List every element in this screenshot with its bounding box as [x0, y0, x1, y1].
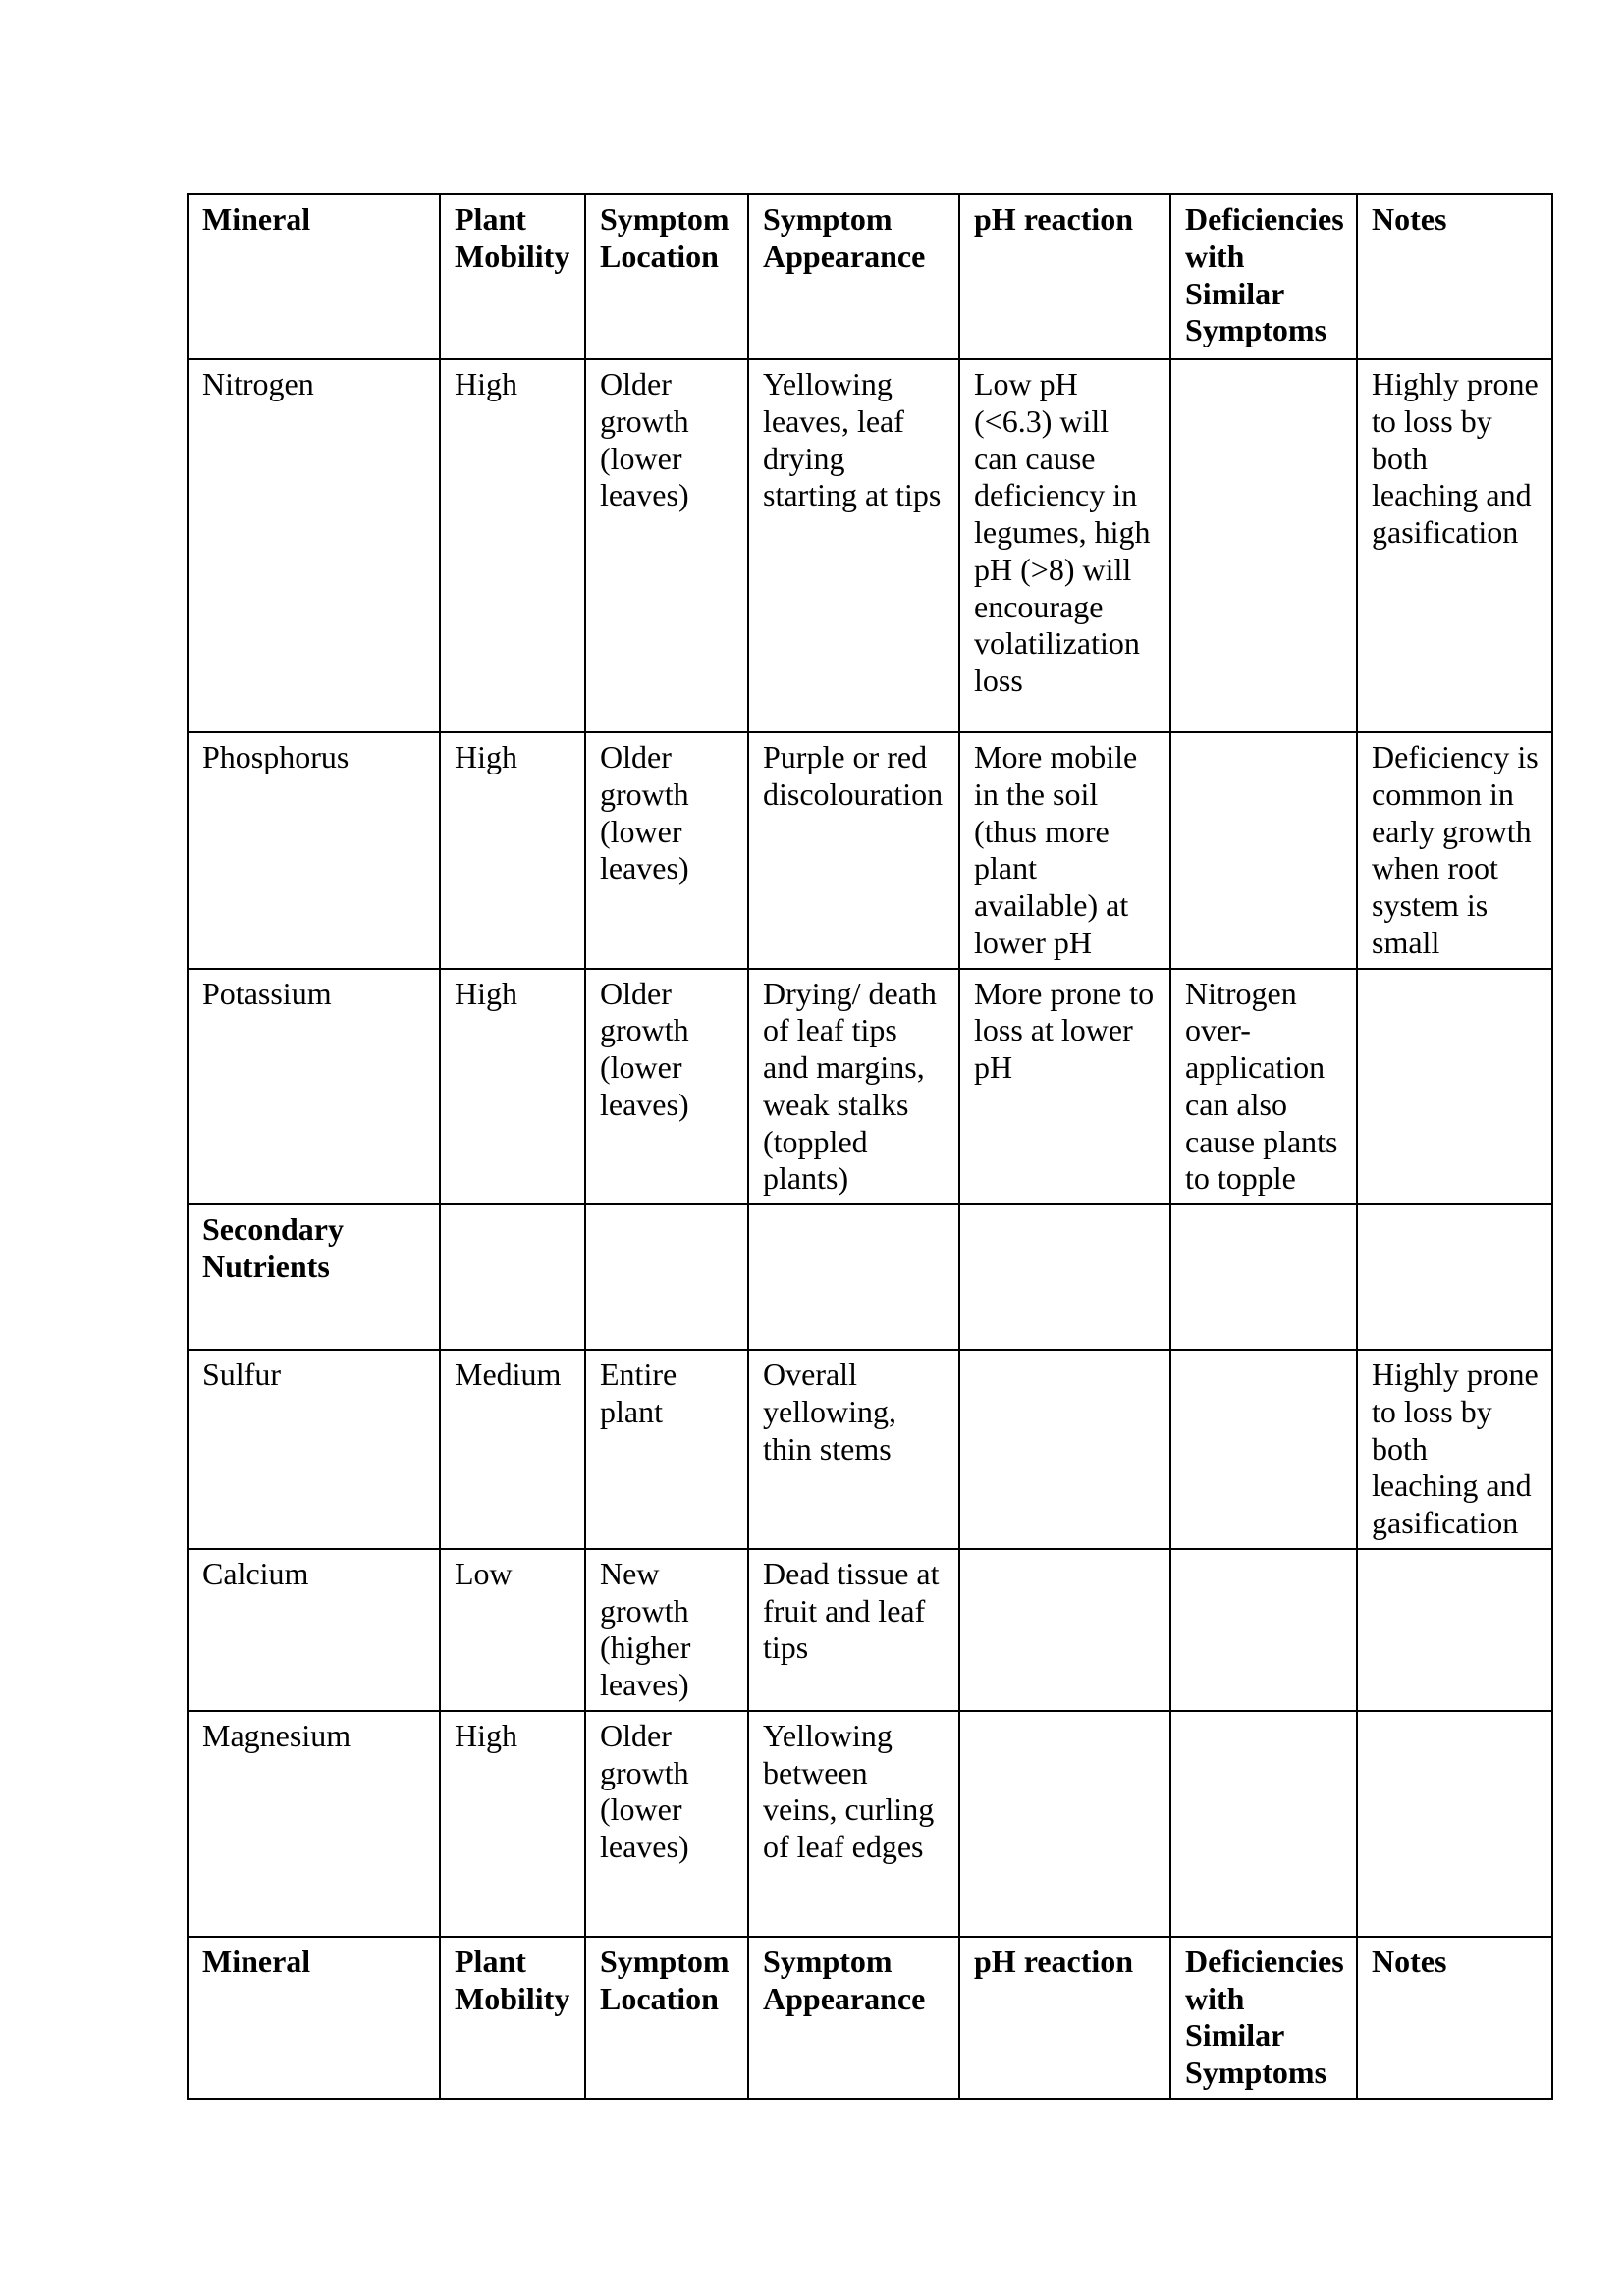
header-cell-mineral: Mineral: [188, 1937, 440, 2099]
table-footer-header-row: [188, 1937, 1552, 2099]
cell-symptom-location: Older growth (lower leaves): [585, 732, 748, 969]
table-row-calcium: [188, 1549, 1552, 1711]
header-cell-symptom-appearance: Symptom Appearance: [748, 1937, 959, 2099]
cell-mineral: Phosphorus: [188, 732, 440, 969]
cell-mineral: Calcium: [188, 1549, 440, 1711]
cell-notes: Deficiency is common in early growth when root system is small: [1357, 732, 1552, 969]
cell-symptom-appearance: Yellowing leaves, leaf drying starting at tips: [748, 359, 959, 732]
cell-symptom-appearance: Yellowing between veins, curling of leaf edges: [748, 1711, 959, 1937]
cell-symptom-location: Older growth (lower leaves): [585, 969, 748, 1205]
cell-notes: Highly prone to loss by both leaching and gasification: [1357, 359, 1552, 732]
nutrient-table: [187, 193, 1553, 2100]
header-cell-deficiencies: Deficiencies with Similar Symptoms: [1170, 1937, 1357, 2099]
header-cell-symptom-appearance: Symptom Appearance: [748, 194, 959, 359]
table-row-secondary-nutrients: [188, 1204, 1552, 1350]
table-row-phosphorus: [188, 732, 1552, 969]
cell-mineral: Magnesium: [188, 1711, 440, 1937]
cell-deficiencies: [1170, 1350, 1357, 1549]
cell-symptom-appearance: Purple or red discolouration: [748, 732, 959, 969]
cell-notes: [1357, 1711, 1552, 1937]
header-cell-ph-reaction: pH reaction: [959, 1937, 1170, 2099]
cell-ph-reaction: [959, 1204, 1170, 1350]
cell-plant-mobility: High: [440, 969, 585, 1205]
cell-notes: [1357, 1204, 1552, 1350]
cell-symptom-location: [585, 1204, 748, 1350]
cell-symptom-location: Entire plant: [585, 1350, 748, 1549]
table-row-magnesium: [188, 1711, 1552, 1937]
cell-plant-mobility: High: [440, 732, 585, 969]
cell-deficiencies: Nitrogen over-application can also cause plants to topple: [1170, 969, 1357, 1205]
cell-mineral: Nitrogen: [188, 359, 440, 732]
table-row-nitrogen: [188, 359, 1552, 732]
cell-deficiencies: [1170, 732, 1357, 969]
table-row-sulfur: [188, 1350, 1552, 1549]
header-cell-ph-reaction: pH reaction: [959, 194, 1170, 359]
header-cell-mineral: Mineral: [188, 194, 440, 359]
cell-deficiencies: [1170, 1549, 1357, 1711]
cell-plant-mobility: [440, 1204, 585, 1350]
header-cell-plant-mobility: Plant Mobility: [440, 194, 585, 359]
header-cell-deficiencies: Deficiencies with Similar Symptoms: [1170, 194, 1357, 359]
header-cell-plant-mobility: Plant Mobility: [440, 1937, 585, 2099]
cell-ph-reaction: [959, 1350, 1170, 1549]
header-cell-notes: Notes: [1357, 1937, 1552, 2099]
cell-plant-mobility: Medium: [440, 1350, 585, 1549]
cell-deficiencies: [1170, 1204, 1357, 1350]
cell-plant-mobility: Low: [440, 1549, 585, 1711]
cell-symptom-appearance: Overall yellowing, thin stems: [748, 1350, 959, 1549]
cell-ph-reaction: More prone to loss at lower pH: [959, 969, 1170, 1205]
cell-mineral: Sulfur: [188, 1350, 440, 1549]
cell-plant-mobility: High: [440, 359, 585, 732]
cell-notes: [1357, 1549, 1552, 1711]
header-cell-symptom-location: Symptom Location: [585, 1937, 748, 2099]
cell-symptom-appearance: [748, 1204, 959, 1350]
table-header-row: [188, 194, 1552, 359]
cell-ph-reaction: Low pH (<6.3) will can cause deficiency in legumes, high pH (>8) will encourage volatilization loss: [959, 359, 1170, 732]
cell-symptom-appearance: Dead tissue at fruit and leaf tips: [748, 1549, 959, 1711]
cell-notes: Highly prone to loss by both leaching and gasification: [1357, 1350, 1552, 1549]
header-cell-symptom-location: Symptom Location: [585, 194, 748, 359]
cell-symptom-appearance: Drying/ death of leaf tips and margins, weak stalks (toppled plants): [748, 969, 959, 1205]
cell-mineral: Potassium: [188, 969, 440, 1205]
cell-deficiencies: [1170, 359, 1357, 732]
cell-plant-mobility: High: [440, 1711, 585, 1937]
header-cell-notes: Notes: [1357, 194, 1552, 359]
cell-mineral: Secondary Nutrients: [188, 1204, 440, 1350]
cell-ph-reaction: More mobile in the soil (thus more plant available) at lower pH: [959, 732, 1170, 969]
cell-ph-reaction: [959, 1711, 1170, 1937]
cell-ph-reaction: [959, 1549, 1170, 1711]
table-row-potassium: [188, 969, 1552, 1205]
cell-symptom-location: Older growth (lower leaves): [585, 359, 748, 732]
cell-symptom-location: New growth (higher leaves): [585, 1549, 748, 1711]
cell-symptom-location: Older growth (lower leaves): [585, 1711, 748, 1937]
cell-notes: [1357, 969, 1552, 1205]
cell-deficiencies: [1170, 1711, 1357, 1937]
